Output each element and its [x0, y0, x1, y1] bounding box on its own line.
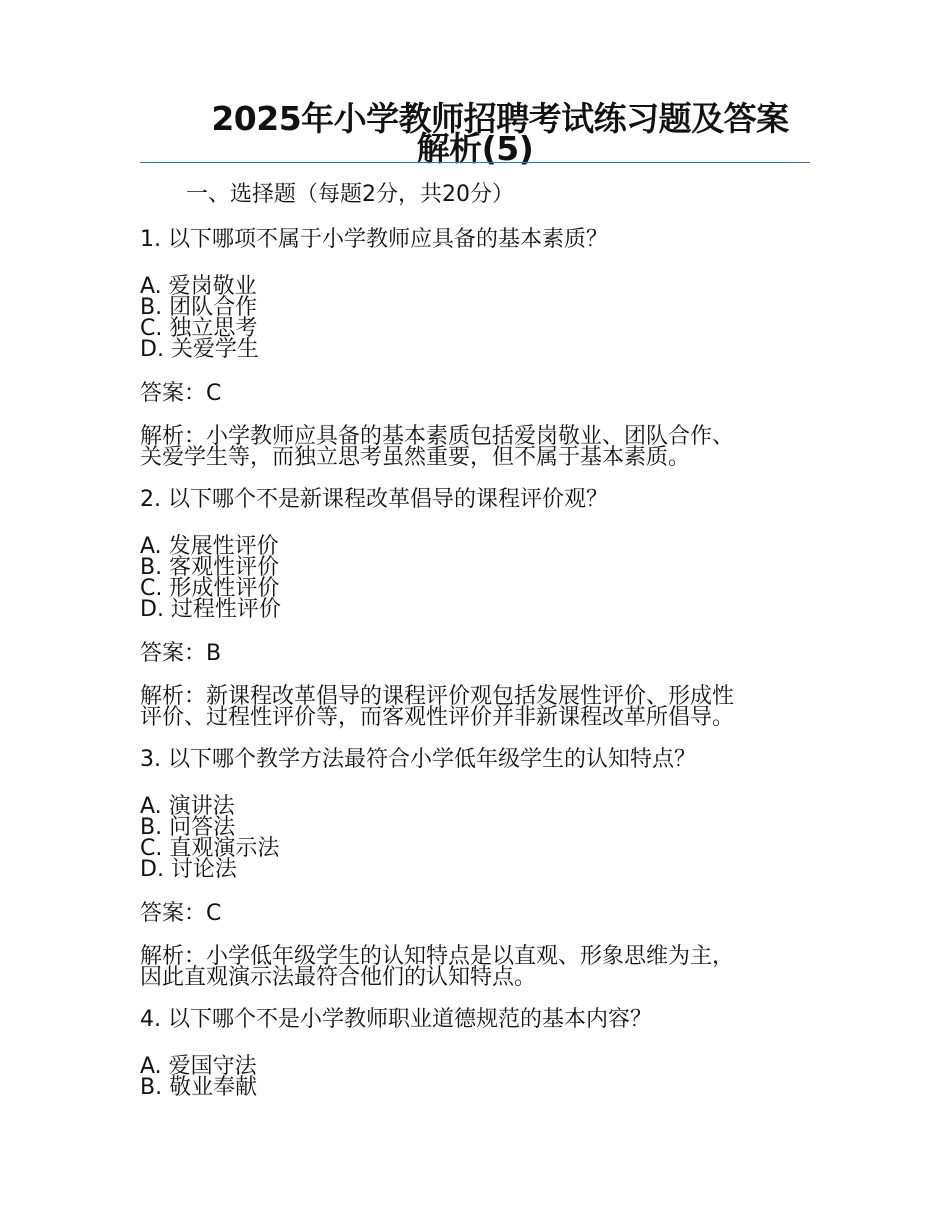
explanation-line: 因此直观演示法最符合他们的认知特点。: [140, 965, 537, 990]
option-d: D. 过程性评价: [140, 597, 281, 622]
title-underline: [140, 162, 810, 163]
explanation-line: 评价、过程性评价等，而客观性评价并非新课程改革所倡导。: [140, 705, 735, 730]
option-list: [140, 276, 812, 360]
title-line-1: 2025年小学教师招聘考试练习题及答案: [211, 99, 789, 138]
option-b: B. 问答法: [140, 815, 236, 840]
question-block: [140, 1004, 812, 1098]
document-title: [140, 99, 810, 168]
question-stem: 2. 以下哪个不是新课程改革倡导的课程评价观？: [140, 487, 608, 512]
question-stem: 1. 以下哪项不属于小学教师应具备的基本素质？: [140, 227, 608, 252]
explanation: [140, 426, 812, 468]
answer-line: 答案：B: [140, 641, 222, 666]
option-list: [140, 536, 812, 620]
option-c: C. 形成性评价: [140, 576, 280, 601]
option-list: [140, 796, 812, 880]
question-block: [140, 744, 812, 988]
question-block: [140, 224, 812, 468]
option-b: B. 敬业奉献: [140, 1075, 258, 1100]
option-a: A. 演讲法: [140, 794, 235, 819]
explanation: [140, 946, 812, 988]
question-list: [140, 224, 812, 1116]
option-c: C. 直观演示法: [140, 836, 280, 861]
option-c: C. 独立思考: [140, 316, 258, 341]
explanation-line: 关爱学生等，而独立思考虽然重要，但不属于基本素质。: [140, 445, 691, 470]
option-b: B. 团队合作: [140, 295, 258, 320]
question-stem: 3. 以下哪个教学方法最符合小学低年级学生的认知特点？: [140, 747, 696, 772]
option-list: [140, 1056, 812, 1098]
question-stem: 4. 以下哪个不是小学教师职业道德规范的基本内容？: [140, 1007, 652, 1032]
option-b: B. 客观性评价: [140, 555, 280, 580]
option-a: A. 爱岗敬业: [140, 274, 257, 299]
explanation-line: 解析：小学低年级学生的认知特点是以直观、形象思维为主，: [140, 944, 735, 969]
option-a: A. 发展性评价: [140, 534, 279, 559]
option-d: D. 关爱学生: [140, 337, 259, 362]
question-block: [140, 484, 812, 728]
option-d: D. 讨论法: [140, 857, 237, 882]
answer-line: 答案：C: [140, 381, 222, 406]
section-heading: 一、选择题（每题2分，共20分）: [186, 182, 514, 207]
explanation-line: 解析：小学教师应具备的基本素质包括爱岗敬业、团队合作、: [140, 424, 735, 449]
option-a: A. 爱国守法: [140, 1054, 257, 1079]
answer-line: 答案：C: [140, 901, 222, 926]
explanation: [140, 686, 812, 728]
title-line-2: 解析(5): [416, 129, 534, 168]
explanation-line: 解析：新课程改革倡导的课程评价观包括发展性评价、形成性: [140, 684, 735, 709]
